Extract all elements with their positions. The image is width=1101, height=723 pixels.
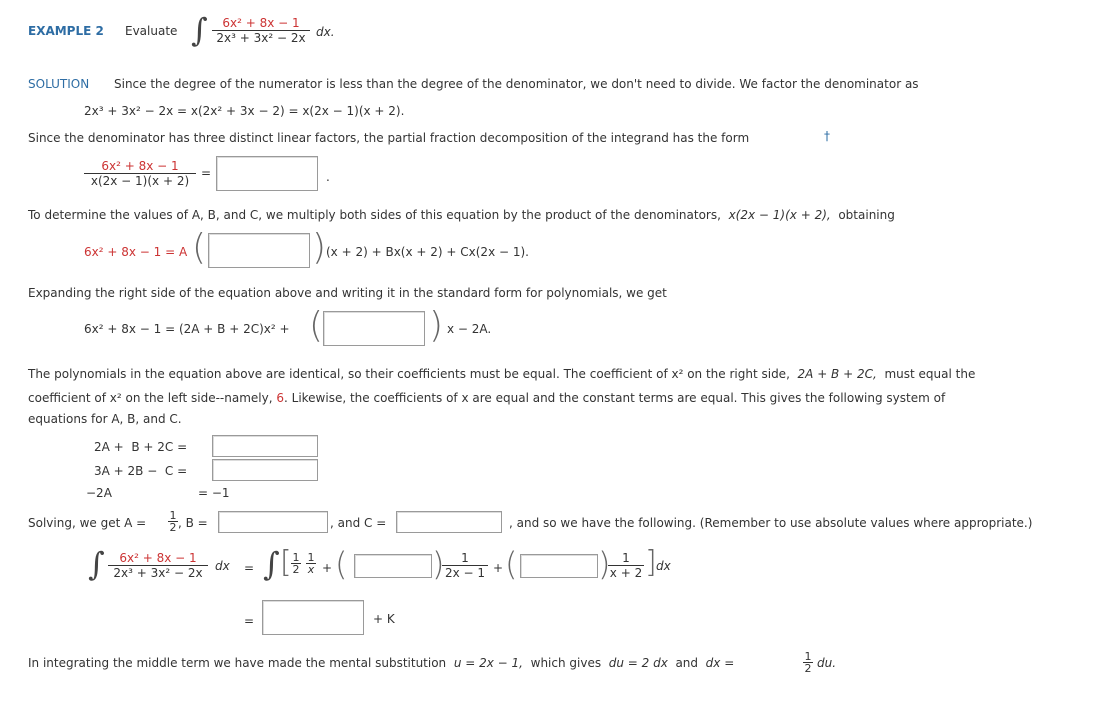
integrand-numerator: 6x² + 8x − 1 bbox=[222, 16, 300, 30]
plus-sign: + bbox=[493, 561, 504, 575]
solving-text: Solving, we get A = bbox=[28, 516, 147, 530]
left-paren: ( bbox=[192, 227, 207, 268]
one-over-x-plus-2 bbox=[608, 551, 644, 580]
eq3-rhs: x − 2A. bbox=[447, 322, 492, 336]
p6-half-den: 2 bbox=[804, 662, 812, 675]
integrand-denominator: 2x³ + 3x² − 2x bbox=[212, 30, 310, 45]
plus-k: + K bbox=[373, 612, 395, 626]
integral-dx: dx bbox=[215, 559, 230, 573]
t4-den: x + 2 bbox=[609, 566, 643, 580]
evaluate-text: Evaluate bbox=[125, 24, 178, 38]
t3-den: 2x − 1 bbox=[442, 565, 488, 580]
final-answer-input[interactable] bbox=[262, 600, 364, 635]
t3-num: 1 bbox=[461, 551, 469, 565]
system-eq-1: 2A + B + 2C = bbox=[94, 440, 188, 454]
solution-paragraph-6 bbox=[28, 656, 734, 670]
t2-num: 1 bbox=[307, 551, 315, 564]
solution-paragraph-5-line-1 bbox=[28, 367, 975, 381]
p6-text-a: In integrating the middle term we have made the mental substitution bbox=[28, 656, 447, 670]
system-eq-2: 3A + 2B − C = bbox=[94, 464, 188, 478]
solution-paragraph-5-line-3: equations for A, B, and C. bbox=[28, 412, 182, 426]
right-paren: ) bbox=[598, 545, 611, 583]
p6-and: and bbox=[675, 656, 699, 670]
coefficient-six: 6 bbox=[276, 391, 284, 405]
p6-substitution: u = 2x − 1, bbox=[453, 656, 523, 670]
system-eq-2-input[interactable] bbox=[212, 459, 318, 481]
p6-dx: dx = bbox=[705, 656, 735, 670]
pf-equals: = bbox=[201, 166, 212, 180]
left-paren: ( bbox=[505, 545, 518, 583]
pf-denominator: x(2x − 1)(x + 2) bbox=[84, 173, 196, 188]
right-paren: ) bbox=[312, 227, 327, 268]
p6-text-c: which gives bbox=[530, 656, 602, 670]
left-paren: ( bbox=[309, 305, 324, 346]
p5-text-e: . Likewise, the coefficients of x are equal and the constant terms are equal. This gives the following system of bbox=[284, 391, 946, 405]
left-paren: ( bbox=[335, 545, 348, 583]
solution-paragraph-2: Since the denominator has three distinct linear factors, the partial fraction decomposition of the integrand has the form bbox=[28, 131, 750, 145]
p3-product: x(2x − 1)(x + 2), bbox=[728, 208, 831, 222]
partial-fraction-answer-input[interactable] bbox=[216, 156, 318, 191]
p5-expression: 2A + B + 2C, bbox=[797, 367, 877, 381]
one-over-x-fraction bbox=[306, 552, 316, 575]
system-eq-3-lhs: −2A bbox=[86, 486, 112, 500]
dagger-footnote-link[interactable]: † bbox=[824, 129, 830, 143]
eq3-answer-input[interactable] bbox=[323, 311, 425, 346]
integral-denominator: 2x³ + 3x² − 2x bbox=[108, 565, 208, 580]
plus-sign: + bbox=[322, 561, 333, 575]
p6-du: du = 2 dx bbox=[608, 656, 668, 670]
integral-sign: ∫ bbox=[191, 11, 208, 49]
a-den: 2 bbox=[169, 521, 177, 534]
solution-paragraph-5-line-2 bbox=[28, 391, 945, 405]
p5-text-a: The polynomials in the equation above are identical, so their coefficients must be equal. The coefficient of x² on the right side, bbox=[28, 367, 790, 381]
final-equals: = bbox=[244, 614, 255, 628]
p6-half-num: 1 bbox=[804, 650, 812, 663]
c-label: , and C = bbox=[330, 516, 387, 530]
p3-obtaining: obtaining bbox=[838, 208, 895, 222]
integral-numerator: 6x² + 8x − 1 bbox=[119, 551, 197, 565]
pf-numerator: 6x² + 8x − 1 bbox=[101, 159, 179, 173]
solving-remainder: , and so we have the following. (Remember to use absolute values where appropriate.) bbox=[509, 516, 1033, 530]
example-label: EXAMPLE 2 bbox=[28, 24, 104, 38]
integral-sign: ∫ bbox=[263, 545, 280, 583]
half-fraction bbox=[291, 552, 301, 575]
integral-term-1-input[interactable] bbox=[354, 554, 432, 578]
integral-dx-2: dx bbox=[656, 559, 671, 573]
p5-text-c: must equal the bbox=[884, 367, 976, 381]
solution-paragraph-1: Since the degree of the numerator is less than the degree of the denominator, we don't need to divide. We factor the denominator as bbox=[114, 77, 919, 91]
eq2-rhs: (x + 2) + Bx(x + 2) + Cx(2x − 1). bbox=[326, 245, 529, 259]
p6-half-fraction bbox=[803, 651, 813, 674]
solution-paragraph-3 bbox=[28, 208, 895, 222]
integral-equals: = bbox=[244, 561, 255, 575]
right-paren: ) bbox=[432, 545, 445, 583]
eq3-lhs: 6x² + 8x − 1 = (2A + B + 2C)x² + bbox=[84, 322, 290, 336]
integral-fraction bbox=[108, 551, 208, 580]
a-num: 1 bbox=[169, 509, 177, 522]
c-value-input[interactable] bbox=[396, 511, 502, 533]
solution-paragraph-4: Expanding the right side of the equation above and writing it in the standard form for polynomials, we get bbox=[28, 286, 667, 300]
pf-period: . bbox=[326, 170, 330, 184]
t1-num: 1 bbox=[292, 551, 300, 564]
b-label: , B = bbox=[178, 516, 208, 530]
b-value-input[interactable] bbox=[218, 511, 328, 533]
eq2-lhs: 6x² + 8x − 1 = A bbox=[84, 245, 188, 259]
factored-denominator: 2x³ + 3x² − 2x = x(2x² + 3x − 2) = x(2x − 1)(x + 2). bbox=[84, 104, 405, 118]
integral-term-2-input[interactable] bbox=[520, 554, 598, 578]
integrand-fraction bbox=[212, 16, 310, 45]
right-paren: ) bbox=[429, 305, 444, 346]
p6-du-end: du. bbox=[817, 656, 837, 670]
solution-label: SOLUTION bbox=[28, 77, 90, 91]
a-value-fraction bbox=[168, 510, 178, 533]
t1-den: 2 bbox=[292, 563, 300, 576]
one-over-2x-minus-1 bbox=[442, 551, 488, 580]
p3-text: To determine the values of A, B, and C, we multiply both sides of this equation by the product of the denominators, bbox=[28, 208, 721, 222]
right-bracket: ] bbox=[645, 545, 657, 580]
left-bracket: [ bbox=[280, 545, 292, 580]
system-eq-3-rhs: = −1 bbox=[198, 486, 230, 500]
dx-label: dx. bbox=[316, 25, 335, 39]
t4-num: 1 bbox=[622, 551, 630, 565]
eq2-answer-input[interactable] bbox=[208, 233, 310, 268]
system-eq-1-input[interactable] bbox=[212, 435, 318, 457]
t2-den: x bbox=[307, 563, 315, 576]
p5-text-d: coefficient of x² on the left side--namely, bbox=[28, 391, 273, 405]
partial-fraction bbox=[84, 159, 196, 188]
integral-sign: ∫ bbox=[88, 545, 105, 583]
